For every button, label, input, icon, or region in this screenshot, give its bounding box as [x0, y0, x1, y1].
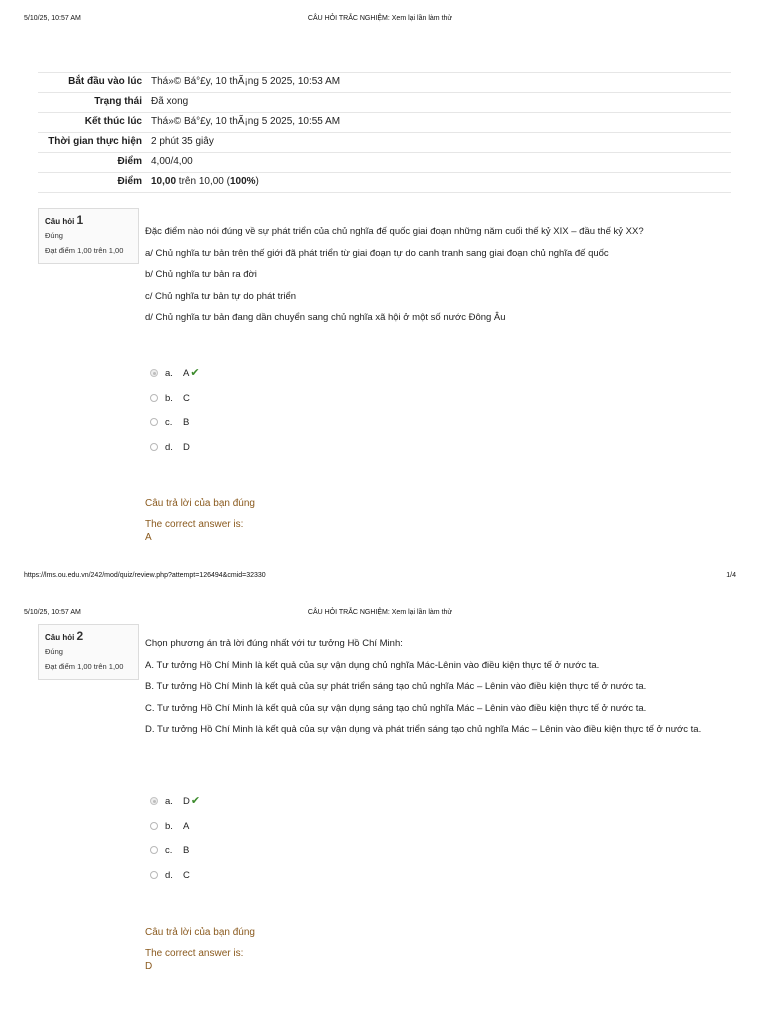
correct-answer-value: A	[145, 532, 152, 543]
grade-value: 10,00	[151, 176, 177, 187]
summary-value: Thá»© Bá°£y, 10 thÃ¡ng 5 2025, 10:55 AM	[151, 116, 341, 127]
summary-label: Điểm	[117, 176, 142, 187]
radio-icon[interactable]	[150, 822, 158, 830]
page-footer-1	[24, 572, 736, 584]
summary-label: Trạng thái	[94, 96, 142, 107]
summary-row-time-taken	[38, 132, 731, 152]
question-text-2	[145, 638, 725, 746]
question-line: d/ Chủ nghĩa tư bản đang dần chuyển sang chủ nghĩa xã hội ở một số nước Đông Âu	[145, 312, 506, 323]
question-prompt: Chọn phương án trả lời đúng nhất với tư tưởng Hồ Chí Minh:	[145, 638, 403, 649]
summary-label: Bắt đầu vào lúc	[68, 76, 142, 87]
feedback-text: Câu trả lời của bạn đúng	[145, 498, 255, 509]
question-number: 1	[76, 213, 84, 227]
question-prompt: Đặc điểm nào nói đúng về sự phát triển của chủ nghĩa đế quốc giai đoạn những năm cuối thế kỷ XIX – đầu thế kỷ XX?	[145, 226, 644, 237]
radio-selected-icon[interactable]	[150, 797, 158, 805]
answer-option[interactable]: d. C	[150, 870, 200, 895]
summary-row-grade	[38, 172, 731, 193]
summary-value: 10,00 trên 10,00 (100%)	[151, 176, 259, 187]
summary-value: Thá»© Bá°£y, 10 thÃ¡ng 5 2025, 10:53 AM	[151, 76, 341, 87]
print-title: CÂU HỎI TRẮC NGHIỆM: Xem lại lần làm thử	[307, 609, 453, 616]
answer-option[interactable]: d. D	[150, 442, 200, 467]
summary-row-state	[38, 92, 731, 112]
checkmark-icon: ✔	[190, 367, 200, 379]
question-label: Câu hỏi	[45, 633, 75, 642]
radio-icon[interactable]	[150, 418, 158, 426]
question-number: 2	[76, 629, 84, 643]
feedback-1	[145, 498, 255, 543]
question-info-2	[38, 624, 139, 680]
question-grade: Đạt điểm 1,00 trên 1,00	[45, 246, 124, 255]
question-grade: Đạt điểm 1,00 trên 1,00	[45, 662, 124, 671]
answer-option[interactable]: b. C	[150, 393, 200, 418]
summary-label: Thời gian thực hiện	[48, 136, 142, 147]
radio-selected-icon[interactable]	[150, 369, 158, 377]
question-line: D. Tư tưởng Hồ Chí Minh là kết quả của sự vận dụng và phát triển sáng tạo chủ nghĩa Mác – Lênin vào điều kiện thực tế ở nước ta.	[145, 724, 702, 735]
summary-row-marks	[38, 152, 731, 172]
question-line: a/ Chủ nghĩa tư bản trên thế giới đã phát triển từ giai đoạn tự do canh tranh sang giai đoạn chủ nghĩa đế quốc	[145, 247, 609, 259]
answer-options-1	[150, 368, 200, 466]
radio-icon[interactable]	[150, 871, 158, 879]
question-text-1	[145, 226, 725, 334]
page-number: 1/4	[726, 572, 736, 579]
question-state: Đúng	[45, 231, 63, 240]
summary-row-completed	[38, 112, 731, 132]
radio-icon[interactable]	[150, 443, 158, 451]
print-datetime: 5/10/25, 10:57 AM	[24, 15, 81, 22]
radio-icon[interactable]	[150, 846, 158, 854]
answer-options-2	[150, 796, 200, 894]
attempt-summary-table	[38, 72, 731, 193]
question-line: A. Tư tưởng Hồ Chí Minh là kết quả của sự vận dụng chủ nghĩa Mác-Lênin vào điều kiện thực tế ở nước ta.	[145, 659, 600, 671]
question-info-1	[38, 208, 139, 264]
summary-label: Điểm	[117, 156, 142, 167]
summary-label: Kết thúc lúc	[84, 116, 142, 127]
correct-answer-label: The correct answer is:	[145, 948, 244, 959]
correct-answer-label: The correct answer is:	[145, 519, 244, 530]
question-label: Câu hỏi	[45, 217, 75, 226]
question-line: b/ Chủ nghĩa tư bản ra đời	[145, 269, 257, 280]
feedback-2	[145, 927, 255, 972]
answer-option[interactable]: b. A	[150, 821, 200, 846]
summary-row-started	[38, 72, 731, 92]
summary-value: Đã xong	[151, 96, 189, 107]
print-datetime: 5/10/25, 10:57 AM	[24, 609, 81, 616]
print-url: https://lms.ou.edu.vn/242/mod/quiz/review.php?attempt=126494&cmid=32330	[24, 572, 266, 579]
summary-value: 2 phút 35 giây	[151, 136, 214, 147]
question-line: B. Tư tưởng Hồ Chí Minh là kết quả của sự phát triển sáng tạo chủ nghĩa Mác – Lênin vào điều kiện thực tế ở nước ta.	[145, 681, 647, 692]
answer-option[interactable]: a. A ✔	[150, 368, 200, 393]
question-line: c/ Chủ nghĩa tư bản tự do phát triển	[145, 290, 297, 302]
answer-option[interactable]: c. B	[150, 845, 200, 870]
grade-percent: 100%	[229, 176, 256, 187]
feedback-text: Câu trả lời của bạn đúng	[145, 927, 255, 938]
print-title: CÂU HỎI TRẮC NGHIỆM: Xem lại lần làm thử	[307, 15, 453, 22]
summary-value: 4,00/4,00	[151, 156, 193, 167]
page-header-2	[24, 609, 736, 621]
answer-option[interactable]: a. D ✔	[150, 796, 200, 821]
correct-answer-value: D	[145, 961, 153, 972]
question-line: C. Tư tưởng Hồ Chí Minh là kết quả của sự vận dụng sáng tạo chủ nghĩa Mác – Lênin vào điều kiện thực tế ở nước ta.	[145, 702, 647, 714]
answer-option[interactable]: c. B	[150, 417, 200, 442]
checkmark-icon: ✔	[190, 795, 201, 807]
question-state: Đúng	[45, 647, 63, 656]
radio-icon[interactable]	[150, 394, 158, 402]
page-header-1	[24, 15, 736, 27]
